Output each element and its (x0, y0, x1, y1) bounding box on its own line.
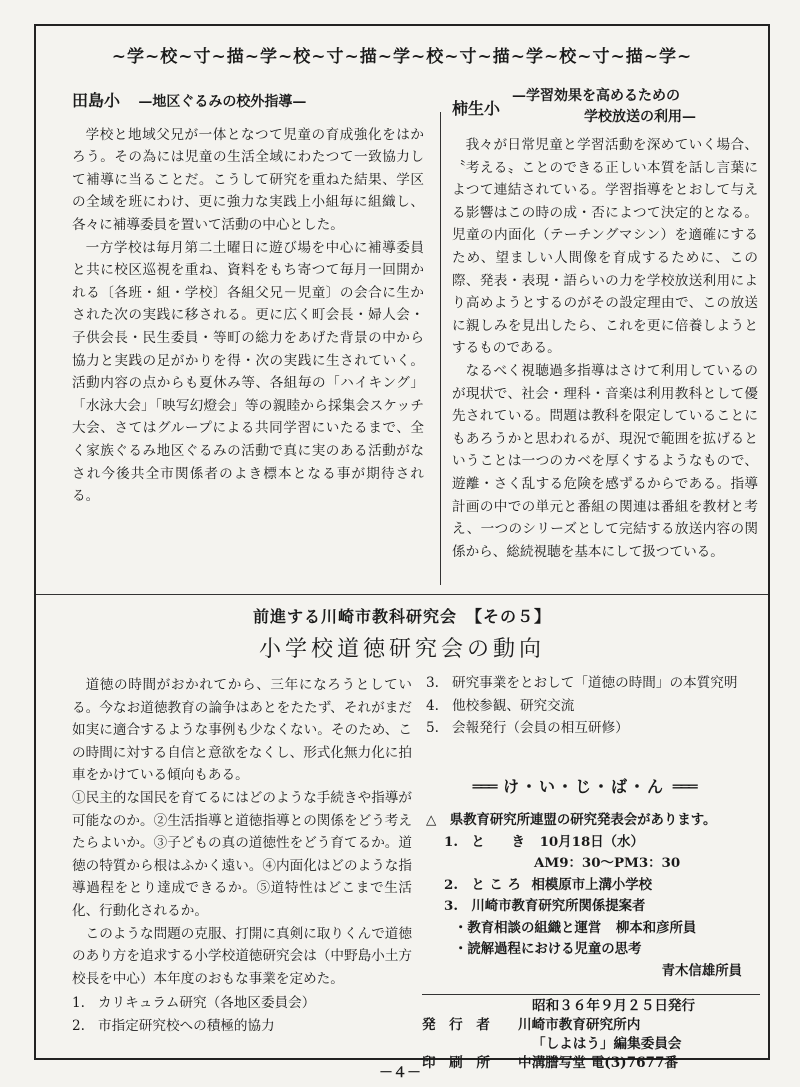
section-title: 小学校道徳研究会の動向 (258, 637, 545, 662)
right-title-line1: —学習効果を高めるための (512, 88, 681, 104)
section-header: 前進する川崎市教科研究会 【その５】 (252, 607, 551, 626)
left-article-heading (72, 90, 424, 114)
right-paragraph: 我々が日常児童と学習活動を深めていく場合、〝考える〟ことのできる正しい本質を話し言葉によつて連結されている。学習指導をとおして与える影響はこの時の成・否によつて決定的となる。児童の内面化（テーチングマシン）を適確にするため、望ましい人間像を育成するために、この際、発表・表現・語らいの力を学校放送利用により高めようとするのがその設定理由で、この放送に親しみを見出したら、これを更に倍養しようとするものである。 (452, 137, 758, 357)
morals-article (72, 674, 412, 1038)
right-article-heading (452, 86, 758, 128)
section-divider (36, 594, 768, 595)
bulletin-notice: △ 県教育研究所連盟の研究発表会があります。 (426, 812, 717, 828)
page-frame (34, 24, 770, 1071)
right-paragraph: なるべく視聴過多指導はさけて利用しているのが現状で、社会・理科・音楽は利用教科として優先されている。問題は教科を限定していることにもあろうかと思われるが、現況で範囲を拡げるということは一つのカベを厚くするようなもので、遊離・さく乱する危険を感ずるからである。指導計画の中での単元と番組の関連は番組を教材と考え、一つのシリーズとして完結する放送内容の関係から、総続視聴を基本にして扱つている。 (452, 362, 758, 560)
left-school-name: 田島小 (72, 91, 121, 110)
right-article (452, 86, 758, 563)
bulletin-board-title: ═══ け・い・じ・ば・ん ═══ (472, 777, 696, 796)
editor-row: 「しよはう」編集委員会 (532, 1036, 682, 1052)
bulletin-time: AM9：30〜PM3：30 (534, 855, 681, 871)
bulletin-where: 2. と こ ろ 相模原市上溝小学校 (444, 876, 653, 893)
left-article-title: —地区ぐるみの校外指導— (138, 94, 307, 110)
list-item: 5. 会報発行（会員の相互研修） (426, 720, 629, 737)
bulletin-when: 1. と き 10月18日（水） (444, 833, 644, 850)
right-title-line2: 学校放送の利用— (584, 109, 697, 125)
left-paragraph: 学校と地域父兄が一体となつて児童の育成強化をはかろう。その為には児童の生活全域にわたつて一致協力して補導に当ることだ。こうして研究を重ねた結果、学区の全域を班にわけ、更に強力な実践上小組毎に組織し、各々に補導委員を置いて活動の中心とした。 (72, 126, 424, 233)
presenter-row: ・読解過程における児童の思考 (454, 941, 642, 957)
banner: ~学~校~寸~描~学~校~寸~描~学~校~寸~描~学~校~寸~描~学~ (111, 47, 693, 67)
column-divider (440, 112, 441, 585)
list-item: 2. 市指定研究校への積極的協力 (72, 1017, 275, 1034)
list-item: 4. 他校参観、研究交流 (426, 697, 575, 714)
presenter-row: ・教育相談の組織と運営 柳本和彦所員 (454, 919, 697, 936)
project-list-left (72, 992, 412, 1037)
morals-paragraph: 道徳の時間がおかれてから、三年になろうとしている。今なお道徳教育の論争はあとをたたず、それがまだ如実に適合するような事例も少なくない。そのため、この時間に対する自信と意欲をなくし、形式化無力化に拍車をかけている傾向もある。 (72, 677, 412, 784)
presenter-name: 青木信雄所員 (661, 962, 742, 979)
list-item: 1. カリキュラム研究（各地区委員会） (72, 995, 316, 1012)
publisher-row: 発 行 者 川崎市教育研究所内 (422, 1017, 641, 1033)
left-paragraph: 一方学校は毎月第二土曜日に遊び場を中心に補導委員と共に校区巡視を重ね、資料をもち寄つて毎月一回開かれる〔各班・組・学校〕各組父兄－児童〕の会合に生かされた次の実践に移される。更に広く町会長・婦人会・子供会長・民生委員・等町の総力をあげた背景の中から協力と実践の足がかりを得・次の実践に生されていく。活動内容の点からも夏休み等、各組毎の「ハイキング」「水泳大会」「映写幻燈会」等の親睦から採集会スケッチ大会、さてはグループによる共同学習にいたるまで、全く家族ぐるみ地区ぐるみの活動で真に実のある活動がなされ今後共全市関係者のよき標本となる事が期待される。 (72, 239, 424, 505)
page-number: －４－ (379, 1065, 421, 1081)
list-item: 3. 研究事業をとおして「道徳の時間」の本質究明 (426, 675, 738, 691)
right-school-name: 柿生小 (452, 99, 501, 118)
morals-questions: ①民主的な国民を育てるにはどのような手続きや指導が可能なのか。②生活指導と道徳指導との関係をどう考えたらよいか。③子どもの真の道徳性をどう育てるか。道徳の特質から根はふかく遠い。④内面化はどのような指導過程をとり達成できるか。⑤道特性はどこまで生活化、行動化されるか。 (72, 789, 412, 919)
bulletin-board (426, 810, 762, 982)
project-list-right-wrap (426, 672, 756, 740)
morals-paragraph: このような問題の克服、打開に真剣に取りくんで道徳のあり方を追求する小学校道徳研究会は（中野島小土方校長を中心）本年度のおもな事業を定めた。 (72, 925, 412, 987)
left-article (72, 90, 424, 508)
project-list-right (426, 672, 756, 740)
publication-date: 昭和３６年９月２５日発行 (532, 998, 696, 1014)
bulletin-presenters-label: 3. 川崎市教育研究所関係提案者 (444, 898, 646, 914)
printer-row: 印 刷 所 中溝謄写堂 電(3)7677番 (422, 1055, 679, 1071)
